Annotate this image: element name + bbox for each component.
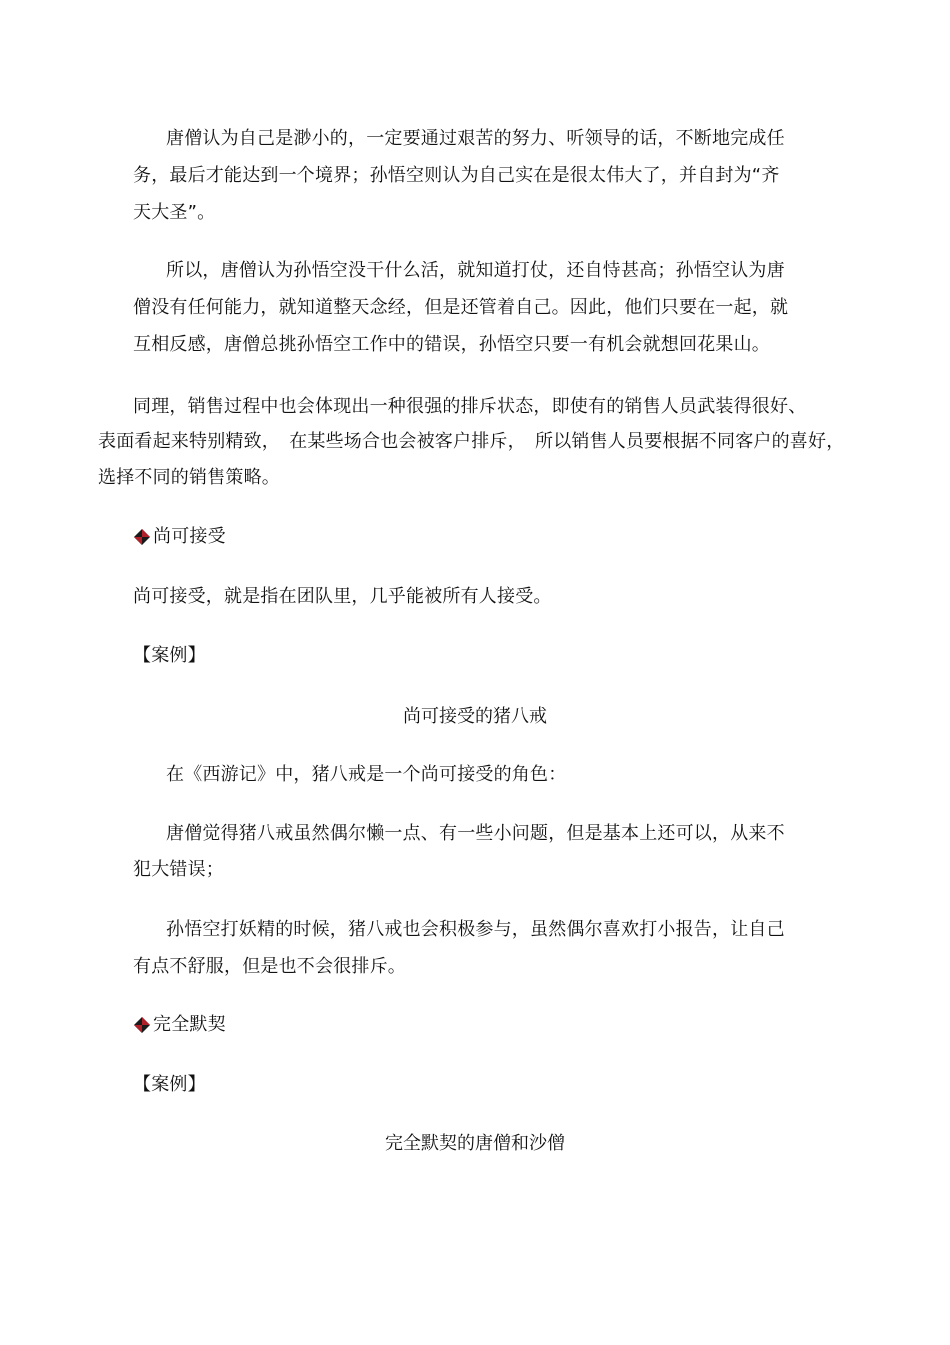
paragraph-line: 互相反感，唐僧总挑孙悟空工作中的错误，孙悟空只要一有机会就想回花果山。 [133,334,770,355]
paragraph-line: 务，最后才能达到一个境界；孙悟空则认为自己实在是很太伟大了，并自封为“齐 [133,165,780,186]
paragraph-line: 唐僧认为自己是渺小的，一定要通过艰苦的努力、听领导的话，不断地完成任 [166,128,785,149]
paragraph-line: 犯大错误； [133,859,224,880]
paragraph-line: 同理，销售过程中也会体现出一种很强的排斥状态，即使有的销售人员武装得很好、 [133,396,807,417]
paragraph-line: 所以，唐僧认为孙悟空没干什么活，就知道打仗，还自恃甚高；孙悟空认为唐 [166,260,785,281]
section-title: 完全默契 [153,1014,226,1035]
section-title: 尚可接受 [153,526,226,547]
paragraph-line: 天大圣”。 [133,202,216,223]
paragraph-line: 僧没有任何能力，就知道整天念经，但是还管着自己。因此，他们只要在一起，就 [133,297,789,318]
section-heading-acceptable [133,524,226,550]
case-title: 尚可接受的猪八戒 [403,706,547,727]
definition-text: 尚可接受，就是指在团队里，几乎能被所有人接受。 [133,586,552,607]
case-title: 完全默契的唐僧和沙僧 [385,1133,565,1154]
paragraph-line: 表面看起来特别精致， 在某些场合也会被客户排斥， 所以销售人员要根据不同客户的喜好， [98,431,845,452]
diamond-bullet-icon [133,1016,151,1034]
section-heading-harmony [133,1012,226,1038]
paragraph-line: 唐僧觉得猪八戒虽然偶尔懒一点、有一些小问题，但是基本上还可以，从来不 [166,823,785,844]
paragraph-line: 选择不同的销售策略。 [98,467,280,488]
case-label: 【案例】 [133,1074,206,1095]
case-label: 【案例】 [133,645,206,666]
paragraph-line: 有点不舒服，但是也不会很排斥。 [133,956,406,977]
diamond-bullet-icon [133,528,151,546]
paragraph-line: 孙悟空打妖精的时候，猪八戒也会积极参与，虽然偶尔喜欢打小报告，让自己 [166,919,785,940]
case-intro: 在《西游记》中，猪八戒是一个尚可接受的角色： [166,764,567,785]
